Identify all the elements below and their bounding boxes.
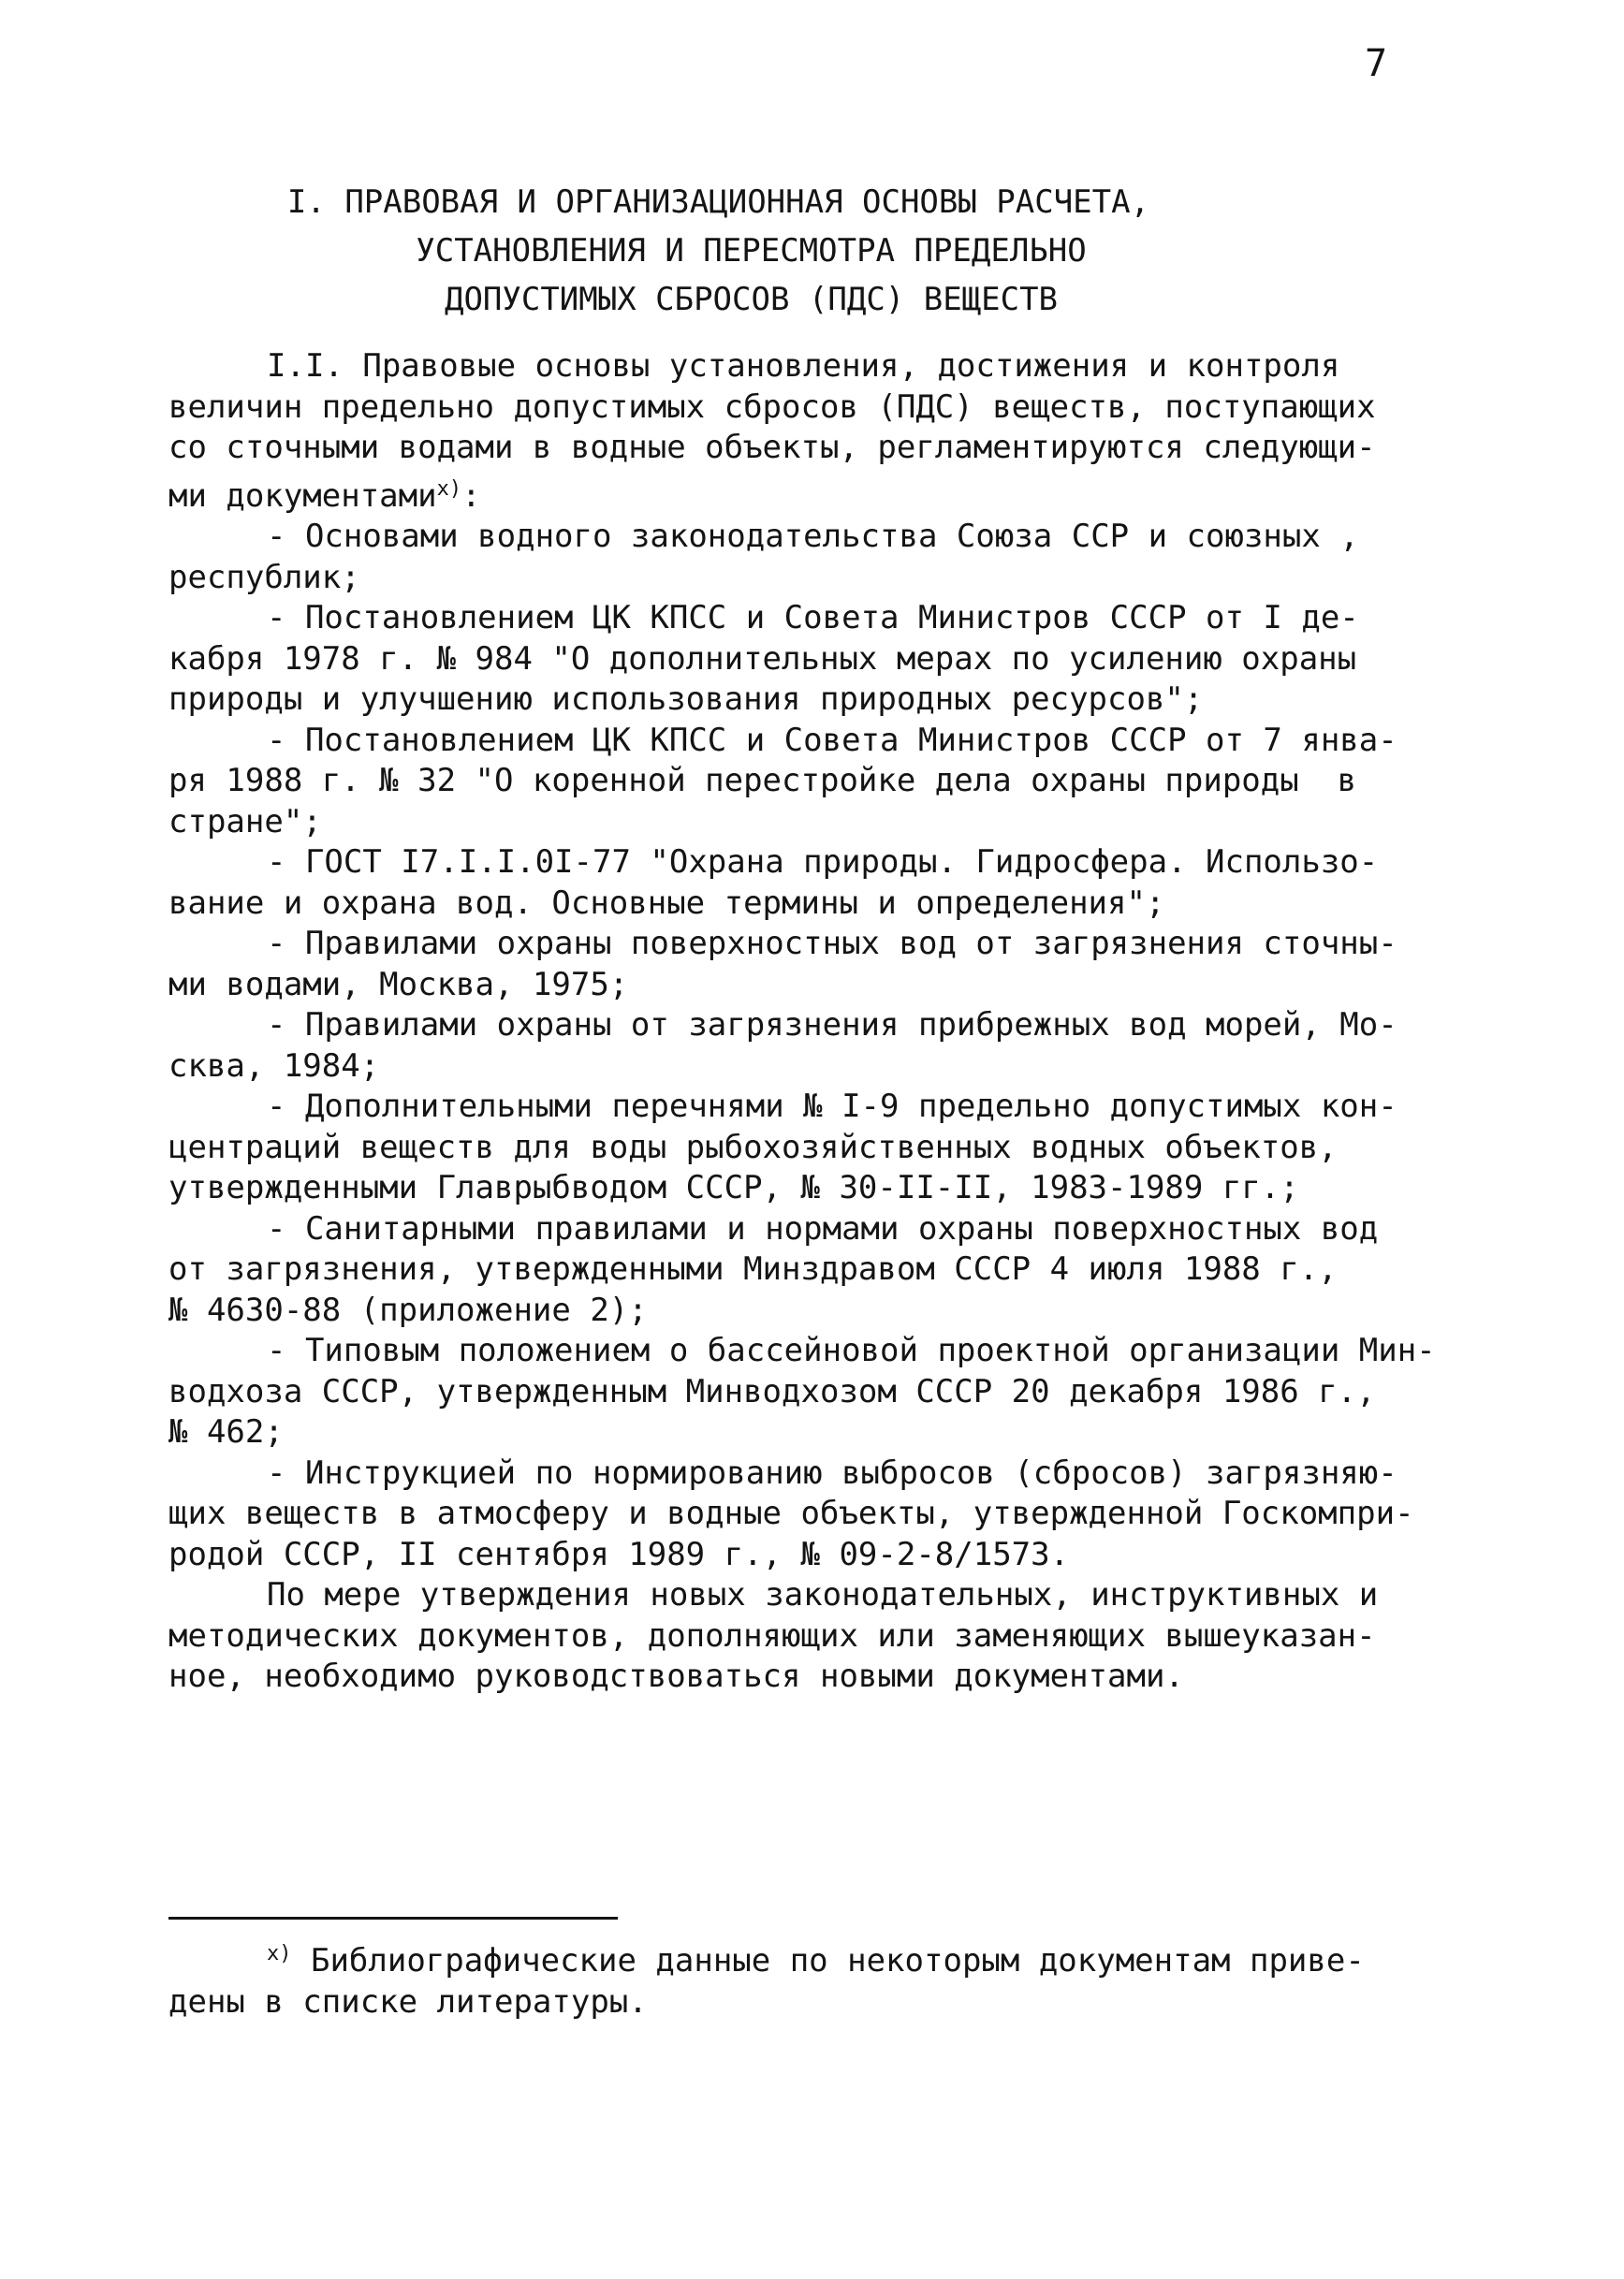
list-item [168,1575,1395,1698]
text-line: - Инструкцией по нормированию выбросов (сбросов) загрязняю- [267,1454,1397,1492]
text-line: - Постановлением ЦК КПСС и Совета Министров СССР от 7 янва- [267,721,1397,759]
text-line: - Дополнительными перечнями № I-9 предельно допустимых кон- [267,1088,1397,1125]
text-line [168,469,1395,518]
page-number: 7 [1365,42,1388,85]
text-line: - Правилами охраны поверхностных вод от загрязнения сточны- [267,925,1397,962]
section-heading [0,178,1624,324]
text-line: - Типовым положением о бассейновой проектной организации Мин- [267,1332,1436,1369]
list-item [168,924,1395,1005]
document-list [168,517,1436,1698]
text-line: сква, 1984; [168,1046,380,1085]
text-line: вание и охрана вод. Основные термины и определения"; [168,884,1165,922]
text-line: - Основами водного законодательства Союза ССР и союзных , [267,518,1359,555]
text-line: № 4630-88 (приложение 2); [168,1291,648,1329]
list-item [168,1087,1395,1209]
text-line [168,1934,1395,1982]
list-item [168,1209,1395,1332]
text-line: от загрязнения, утвержденными Минздравом СССР 4 июля 1988 г., [168,1250,1338,1288]
list-item [168,1005,1395,1087]
text-fragment: Библиографические данные по некоторым документам приве- [291,1942,1365,1980]
text-line: По мере утверждения новых законодательных, инструктивных и [267,1576,1379,1614]
list-item [168,517,1395,598]
text-line: утвержденными Главрыбводом СССР, № 30-II-II, 1983-1989 гг.; [168,1169,1299,1206]
text-line: щих веществ в атмосферу и водные объекты, утвержденной Госкомпри- [168,1495,1414,1532]
list-item [168,842,1395,924]
text-line: стране"; [168,802,322,840]
list-item [168,1454,1414,1576]
text-line: родой СССР, II сентября 1989 г., № 09-2-8/1573. [168,1535,1070,1573]
text-line: I.I. Правовые основы установления, достижения и контроля [267,347,1340,385]
text-line: ря 1988 г. № 32 "О коренной перестройке дела охраны природы в [168,762,1357,799]
heading-line: ДОПУСТИМЫХ СБРОСОВ (ПДС) ВЕЩЕСТВ [444,281,1059,318]
text-line: - Правилами охраны от загрязнения прибрежных вод морей, Мо- [267,1006,1397,1044]
text-line: - Санитарными правилами и нормами охраны поверхностных вод [267,1209,1379,1248]
text-line: № 462; [168,1413,284,1451]
list-item [168,598,1395,721]
body-text [168,346,1436,1698]
text-line: ное, необходимо руководствоваться новыми документами. [168,1658,1184,1695]
text-fragment: : [461,476,481,515]
text-line: - ГОСТ I7.I.I.0I-77 "Охрана природы. Гидросфера. Использо- [267,843,1379,881]
footnote-marker: x) [436,476,462,501]
text-line: дены в списке литературы. [168,1982,648,2021]
text-line: - Постановлением ЦК КПСС и Совета Министров СССР от I де- [267,599,1359,636]
text-line: методических документов, дополняющих или заменяющих вышеуказан- [168,1616,1376,1655]
text-line: кабря 1978 г. № 984 "О дополнительных мерах по усилению охраны [168,639,1357,678]
list-item [168,1331,1436,1454]
text-line: со сточными водами в водные объекты, регламентируются следующи- [168,429,1376,466]
footnote-marker: x) [267,1942,292,1965]
intro-paragraph [168,346,1395,517]
footnote [168,1934,1395,2023]
text-line: природы и улучшению использования природных ресурсов"; [168,680,1204,718]
text-line: республик; [168,558,360,596]
footnote-divider [168,1917,618,1920]
heading-line: УСТАНОВЛЕНИЯ И ПЕРЕСМОТРА ПРЕДЕЛЬНО [416,232,1087,270]
text-line: величин предельно допустимых сбросов (ПДС) веществ, поступающих [168,387,1376,426]
text-line: ми водами, Москва, 1975; [168,965,629,1003]
text-line: центраций веществ для воды рыбохозяйственных водных объектов, [168,1128,1338,1166]
list-item [168,721,1395,843]
heading-line: I. ПРАВОВАЯ И ОРГАНИЗАЦИОННАЯ ОСНОВЫ РАСЧЕТА, [286,183,1150,221]
text-line: водхоза СССР, утвержденным Минводхозом СССР 20 декабря 1986 г., [168,1372,1376,1410]
text-fragment: ми документами [168,476,437,515]
